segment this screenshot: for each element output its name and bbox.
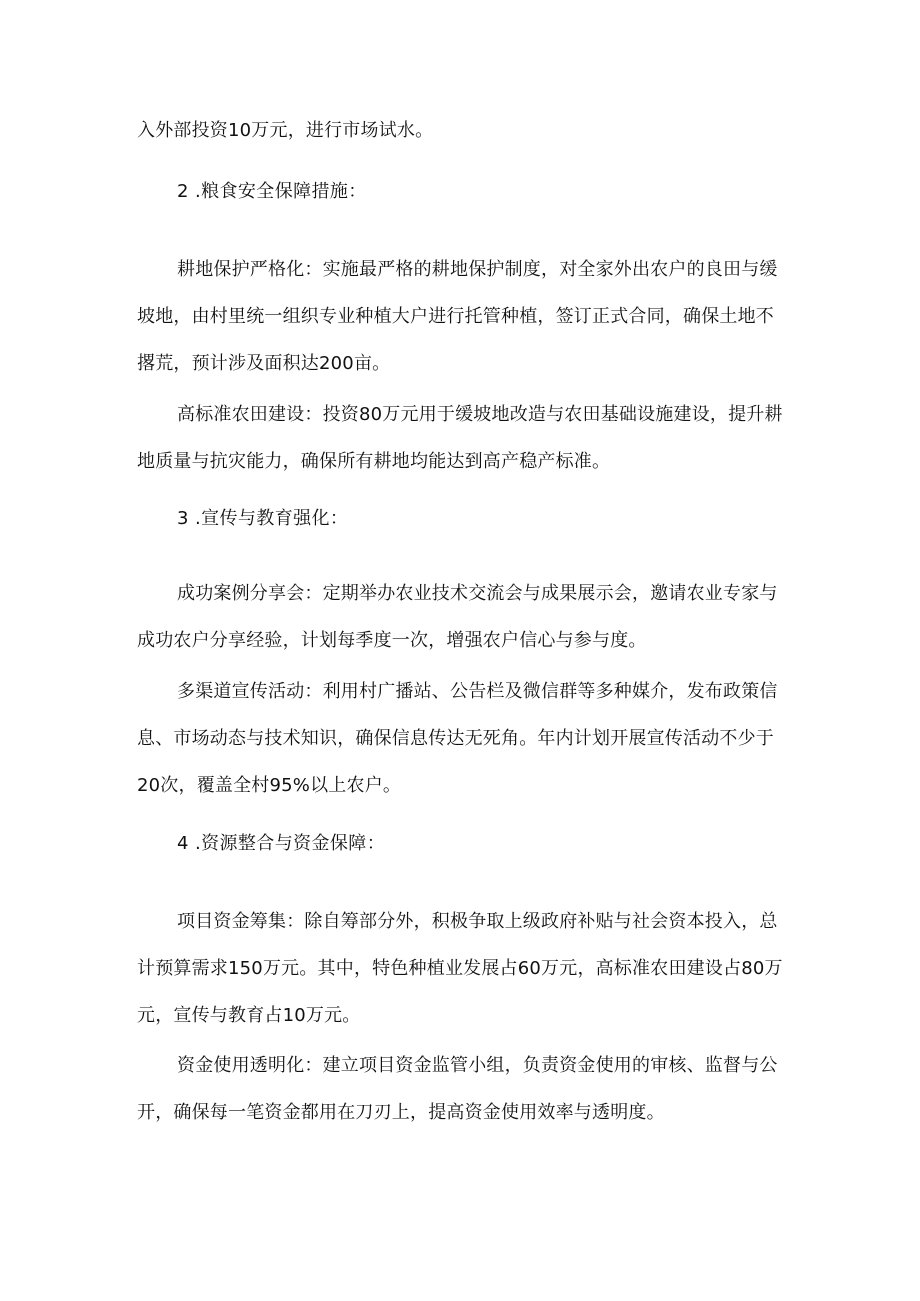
paragraph-line: 计预算需求150万元。其中，特色种植业发展占60万元，高标准农田建设占80万	[137, 958, 783, 979]
paragraph-line: 多渠道宣传活动：利用村广播站、公告栏及微信群等多种媒介，发布政策信	[177, 681, 778, 702]
paragraph-line: 入外部投资10万元，进行市场试水。	[137, 120, 434, 141]
paragraph-line: 20次，覆盖全村95%以上农户。	[137, 775, 402, 796]
paragraph-line: 成功案例分享会：定期举办农业技术交流会与成果展示会，邀请农业专家与	[177, 583, 778, 604]
paragraph-line: 开，确保每一笔资金都用在刀刃上，提高资金使用效率与透明度。	[137, 1102, 665, 1123]
paragraph-line: 成功农户分享经验，计划每季度一次，增强农户信心与参与度。	[137, 630, 647, 651]
paragraph-line: 坡地，由村里统一组织专业种植大户进行托管种植，签订正式合同，确保土地不	[137, 306, 774, 327]
paragraph-line: 耕地保护严格化：实施最严格的耕地保护制度，对全家外出农户的良田与缓	[177, 259, 778, 280]
paragraph-line: 元，宣传与教育占10万元。	[137, 1005, 361, 1026]
paragraph-line: 地质量与抗灾能力，确保所有耕地均能达到高产稳产标准。	[137, 451, 611, 472]
paragraph-line: 资金使用透明化：建立项目资金监管小组，负责资金使用的审核、监督与公	[177, 1055, 778, 1076]
section-heading-4: 4 .资源整合与资金保障：	[177, 833, 386, 854]
paragraph-line: 撂荒，预计涉及面积达200亩。	[137, 353, 391, 374]
paragraph-line: 高标准农田建设：投资80万元用于缓坡地改造与农田基础设施建设，提升耕	[177, 404, 783, 425]
section-heading-3: 3 .宣传与教育强化：	[177, 508, 349, 529]
section-heading-2: 2 .粮食安全保障措施：	[177, 181, 367, 202]
paragraph-line: 项目资金筹集：除自筹部分外，积极争取上级政府补贴与社会资本投入，总	[177, 911, 778, 932]
paragraph-line: 息、市场动态与技术知识，确保信息传达无死角。年内计划开展宣传活动不少于	[137, 728, 774, 749]
